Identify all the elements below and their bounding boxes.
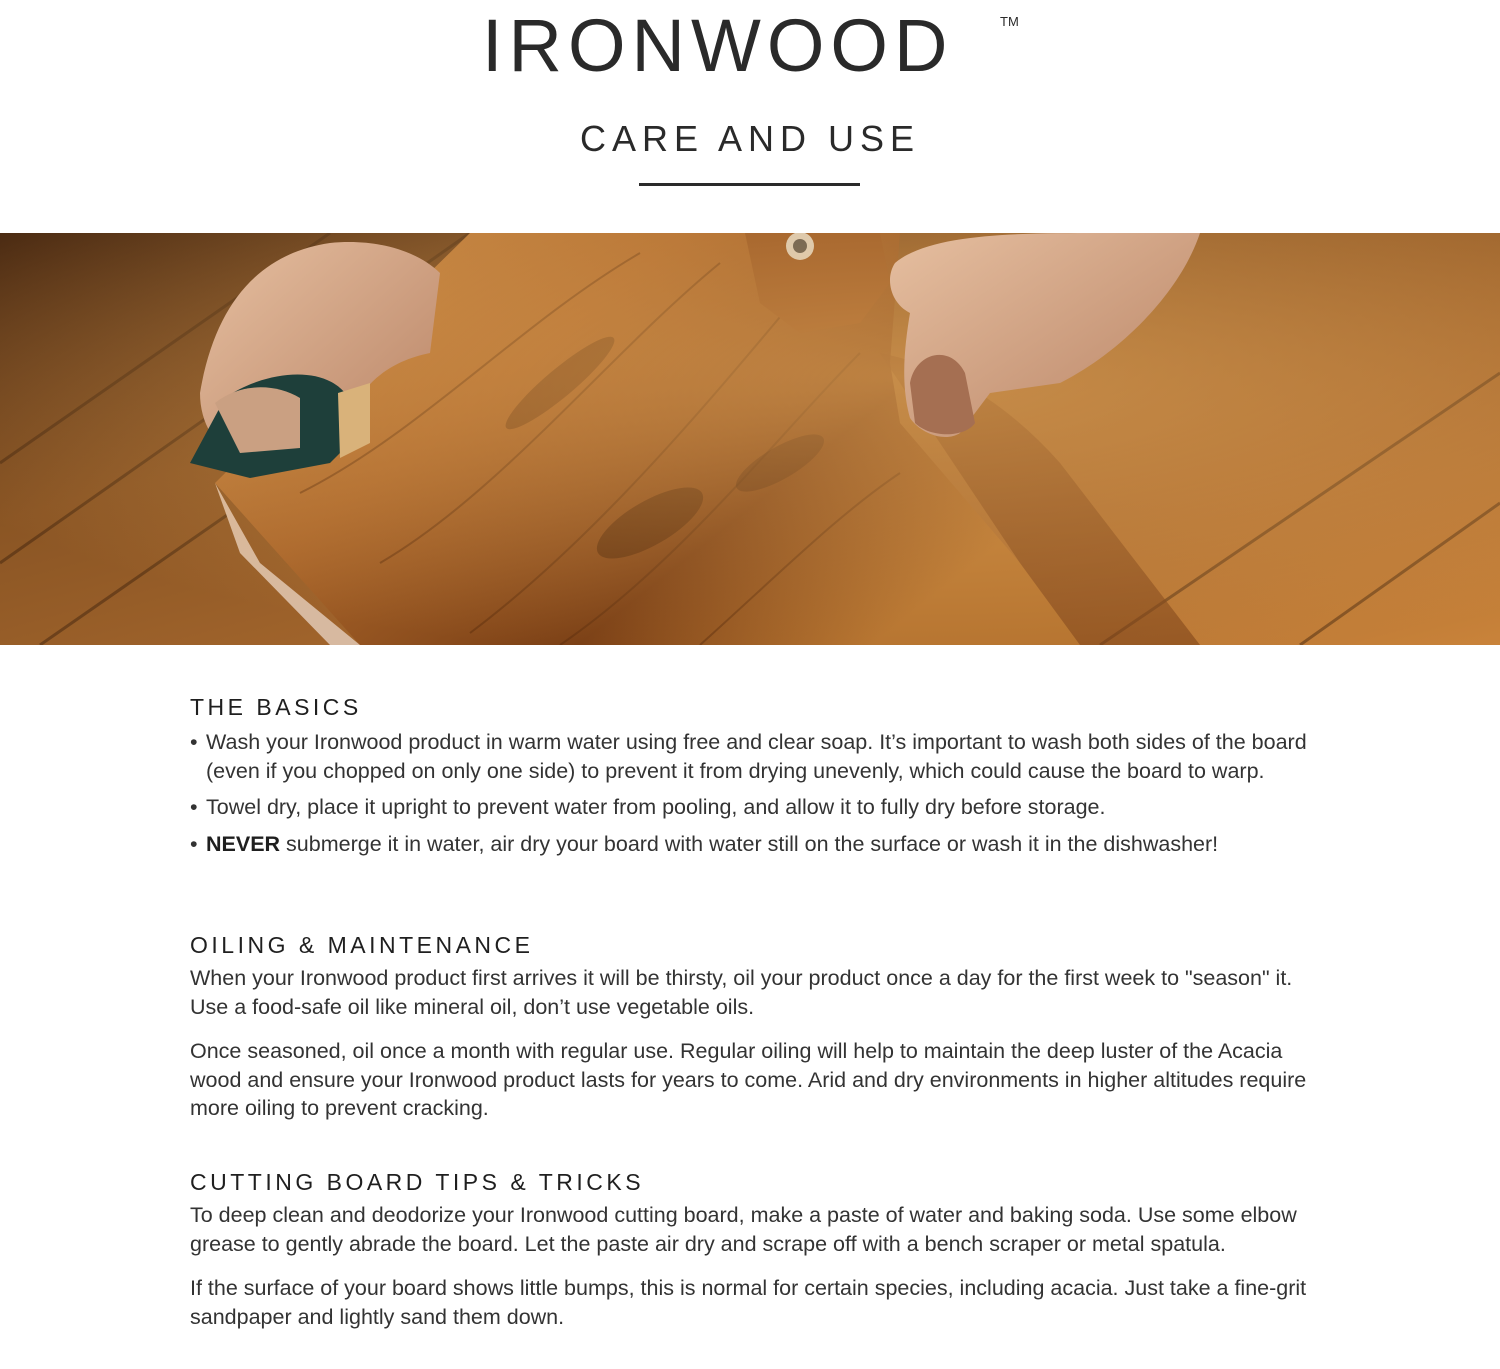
paragraph: Once seasoned, oil once a month with regular use. Regular oiling will help to maintain the deep luster of the Acacia wood and ensure your Ironwood product lasts for years to come. Arid and dry environments in higher altitudes require more oiling to prevent cracking. [190,1039,1307,1120]
title-divider [639,183,860,186]
cutting-board-oiling-photo [0,233,1500,645]
trademark-mark: TM [1000,14,1019,29]
warning-emphasis: NEVER [206,831,281,856]
bullet-icon: • [190,795,198,819]
section-heading: OILING & MAINTENANCE [190,932,534,958]
section-basics [190,690,1310,866]
section-heading: CUTTING BOARD TIPS & TRICKS [190,1169,645,1195]
paragraph: When your Ironwood product first arrives it will be thirsty, oil your product once a day for the first week to "season" it. Use a food-safe oil like mineral oil, don’t use vegetable oils. [190,966,1293,1019]
brand-name: IRONWOOD [482,4,954,87]
paragraph: If the surface of your board shows little bumps, this is normal for certain species, including acacia. Just take a fine-grit sandpaper and lightly sand them down. [190,1276,1307,1329]
brand-logo [0,0,1500,92]
bullet-icon: • [190,730,198,754]
section-heading: THE BASICS [190,694,362,720]
list-item-text: submerge it in water, air dry your board with water still on the surface or wash it in the dishwasher! [280,831,1219,856]
basics-list [190,728,1310,858]
page-title: CARE AND USE [579,118,921,159]
list-item-text: Towel dry, place it upright to prevent water from pooling, and allow it to fully dry before storage. [206,795,1106,819]
section-oiling [190,928,1310,1139]
photo-illustration [0,233,1500,645]
bullet-icon: • [190,831,198,856]
list-item [190,728,1310,785]
section-tips [190,1165,1310,1347]
paragraph: To deep clean and deodorize your Ironwood cutting board, make a paste of water and baking soda. Use some elbow grease to gently abrade the board. Let the paste air dry and scrape off with a bench scraper or metal spatula. [190,1203,1297,1256]
list-item [190,793,1310,822]
list-item [190,830,1310,859]
list-item-text: Wash your Ironwood product in warm water using free and clear soap. It’s important to wash both sides of the board (even if you chopped on only one side) to prevent it from drying unevenly, which could cause the board to warp. [206,730,1307,783]
